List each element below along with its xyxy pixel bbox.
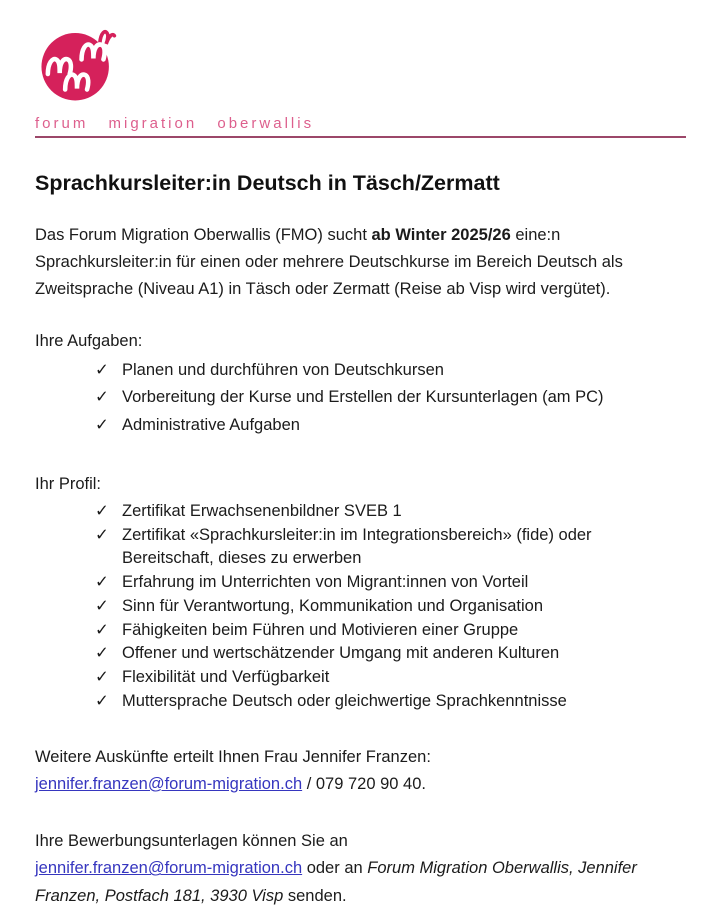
profile-item [95,571,686,595]
fmo-logo [36,22,118,106]
intro-text-bold-date: ab Winter 2025/26 [371,225,511,244]
task-item-text: Planen und durchführen von Deutschkursen [122,360,444,379]
profile-item [95,619,686,643]
profile-item [95,690,686,714]
profile-item-text: Offener und wertschätzender Umgang mit anderen Kulturen [122,644,560,663]
profile-item [95,524,686,572]
intro-text-lead: Das Forum Migration Oberwallis (FMO) sucht [35,225,372,244]
tasks-list [35,357,686,440]
checkmark-icon: ✓ [95,388,109,407]
profile-item-text: Erfahrung im Unterrichten von Migrant:innen von Vorteil [122,573,529,592]
brand-rule-divider [35,136,686,138]
checkmark-icon: ✓ [95,668,109,687]
task-item [95,357,686,385]
application-suffix-text: senden. [283,886,347,905]
page-title: Sprachkursleiter:in Deutsch in Täsch/Zermatt [35,171,500,195]
checkmark-icon: ✓ [95,501,109,520]
profile-item-text: Muttersprache Deutsch oder gleichwertige Sprachkenntnisse [122,691,567,710]
contact-intro-text: Weitere Auskünfte erteilt Ihnen Frau Jennifer Franzen: [35,747,431,766]
profile-item-text: Flexibilität und Verfügbarkeit [122,668,330,687]
application-intro-text: Ihre Bewerbungsunterlagen können Sie an [35,832,348,851]
profile-item [95,642,686,666]
checkmark-icon: ✓ [95,573,109,592]
contact-phone-text: / 079 720 90 40. [302,774,426,793]
task-item [95,384,686,412]
profile-item-text: Sinn für Verantwortung, Kommunikation und Organisation [122,596,543,615]
intro-text-rest: eine:n Sprachkursleiter:in für einen oder mehrere Deutschkurse im Bereich Deutsch als Zweitsprache (Niveau A1) in Täsch oder Zermatt (Reise ab Visp wird vergütet). [35,225,623,299]
contact-paragraph [35,744,686,798]
application-middle-text: oder an [302,859,368,878]
profile-list [35,500,686,714]
brand-header [35,22,686,106]
profile-item-text: Zertifikat Erwachsenenbildner SVEB 1 [122,501,402,520]
checkmark-icon: ✓ [95,620,109,639]
checkmark-icon: ✓ [95,415,109,434]
tasks-heading: Ihre Aufgaben: [35,332,143,351]
profile-item [95,666,686,690]
profile-item-text: Fähigkeiten beim Führen und Motivieren einer Gruppe [122,620,519,639]
application-paragraph [35,828,686,910]
profile-item [95,595,686,619]
checkmark-icon: ✓ [95,644,109,663]
application-email-link[interactable]: jennifer.franzen@forum-migration.ch [35,859,303,878]
checkmark-icon: ✓ [95,360,109,379]
profile-heading: Ihr Profil: [35,475,102,494]
task-item-text: Administrative Aufgaben [122,415,300,434]
checkmark-icon: ✓ [95,596,109,615]
profile-item-text: Zertifikat «Sprachkursleiter:in im Integrationsbereich» (fide) oder Bereitschaft, dieses zu erwerben [122,525,592,568]
profile-item [95,500,686,524]
intro-paragraph [35,222,686,304]
checkmark-icon: ✓ [95,525,109,544]
checkmark-icon: ✓ [95,691,109,710]
task-item [95,412,686,440]
brand-wordmark: forum migration oberwallis [35,115,315,132]
task-item-text: Vorbereitung der Kurse und Erstellen der Kursunterlagen (am PC) [122,388,604,407]
contact-email-link[interactable]: jennifer.franzen@forum-migration.ch [35,774,303,793]
application-postal-address: Forum Migration Oberwallis, Jennifer Franzen, Postfach 181, 3930 Visp [35,859,637,905]
